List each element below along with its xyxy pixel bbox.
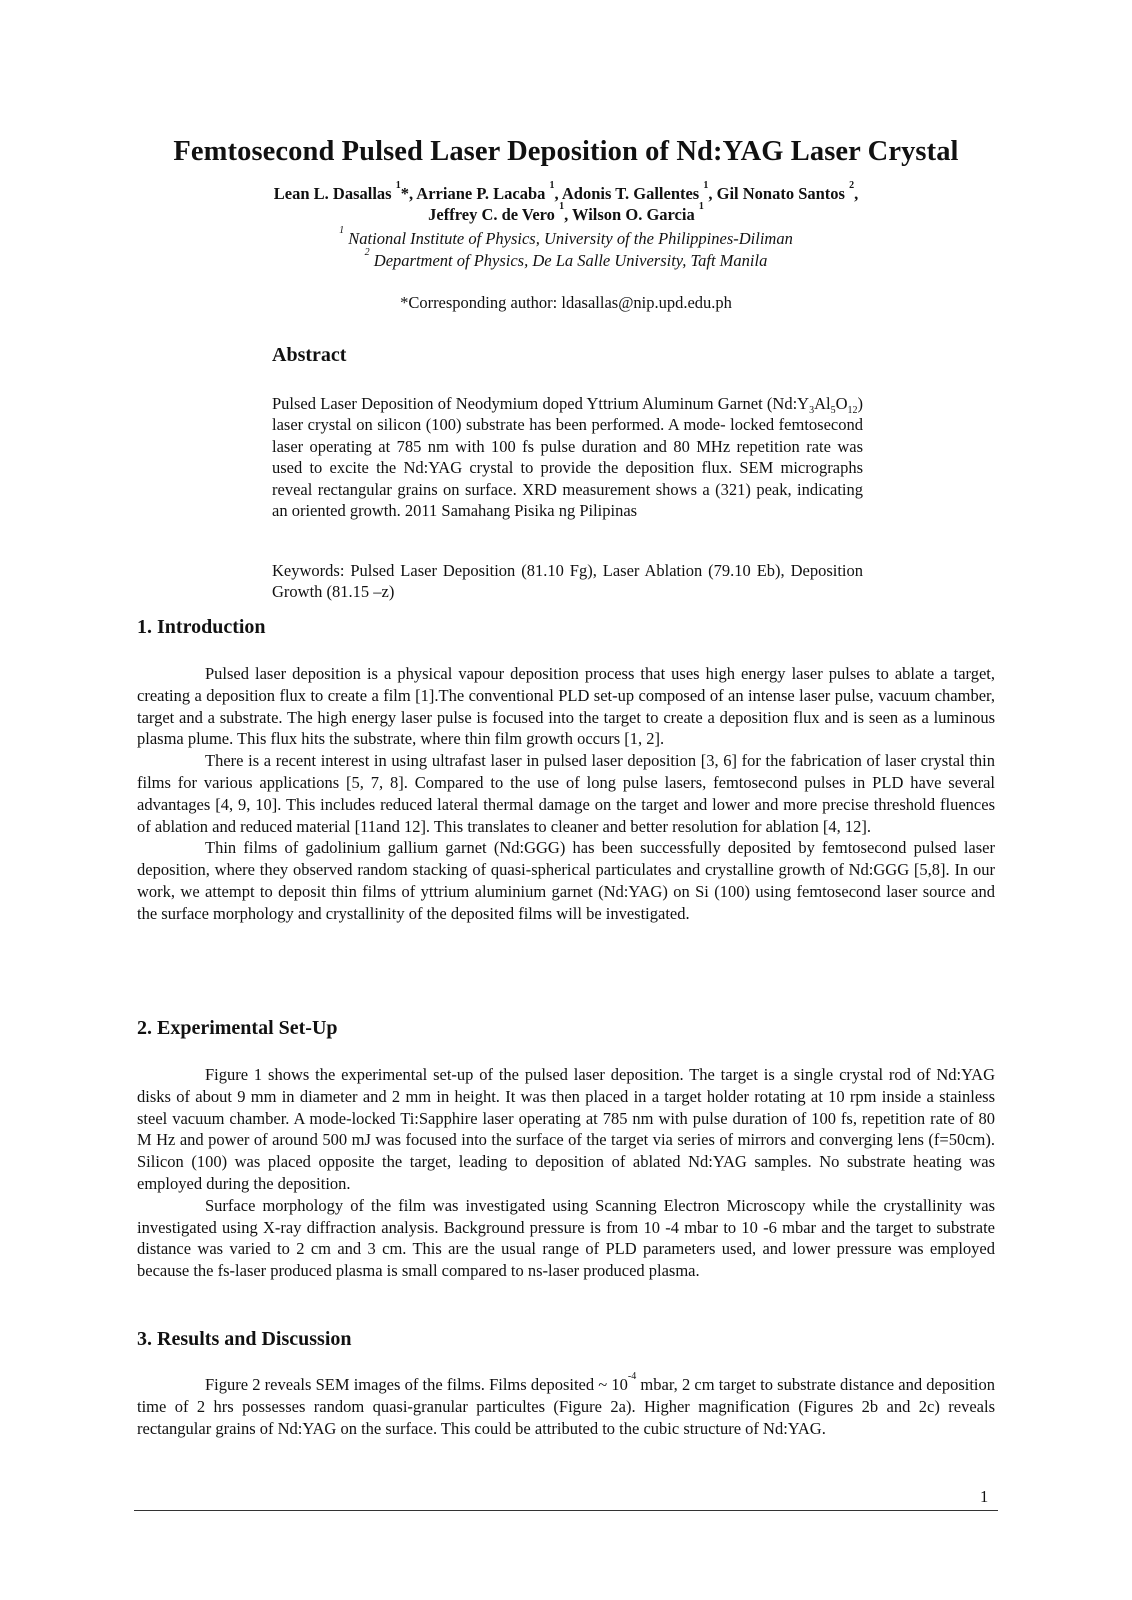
author-separator: , [854, 184, 859, 203]
author-affiliation-mark: 2 [849, 180, 855, 191]
author-name: , Wilson O. Garcia [564, 205, 695, 224]
results-body [137, 1371, 995, 1439]
section-heading-experimental: 2. Experimental Set-Up [137, 1017, 338, 1039]
corresponding-mark: *, [400, 184, 417, 203]
author-affiliation-mark: 1 [549, 180, 555, 191]
abstract-text-run: Pulsed Laser Deposition of Neodymium doped Yttrium Aluminum Garnet (Nd:Y [272, 394, 810, 413]
abstract-text-run: Al [814, 394, 831, 413]
text-run: mbar, 2 cm target to substrate distance and deposition time of 2 hrs possesses random quasi-granular particultes (Figure 2a). Higher magnification (Figures 2b and 2c) reveals rectangular grains of Nd:YAG on the surface. This could be attributed to the cubic structure of Nd:YAG. [137, 1375, 995, 1438]
paragraph: Surface morphology of the film was investigated using Scanning Electron Microscopy while the crystallinity was investigated using X-ray diffraction analysis. Background pressure is from 10 -4 mbar to 10 -6 mbar and the target to substrate distance was varied to 2 cm and 3 cm. This are the usual range of PLD parameters used, and lower pressure was employed because the fs-laser produced plasma is small compared to ns-laser produced plasma. [137, 1195, 995, 1281]
subscript: 5 [830, 405, 836, 416]
section-heading-results: 3. Results and Discussion [137, 1328, 352, 1350]
experimental-body [137, 1064, 995, 1282]
abstract-text-run: ) laser crystal on silicon (100) substrate has been performed. A mode- locked femtosecond laser operating at 785 nm with 100 fs pulse duration and 80 MHz repetition rate was used to excite the Nd:YAG crystal to provide the deposition flux. SEM micrographs reveal rectangular grains on surface. XRD measurement shows a (321) peak, indicating an oriented growth. 2011 Samahang Pisika ng Pilipinas [272, 394, 863, 521]
author-list [0, 180, 1132, 225]
paragraph: Pulsed laser deposition is a physical vapour deposition process that uses high energy laser pulses to ablate a target, creating a deposition flux to create a film [1].The conventional PLD set-up composed of an intense laser pulse, vacuum chamber, target and a substrate. The high energy laser pulse is focused into the target to create a deposition flux and is seen as a luminous plasma plume. This flux hits the substrate, where thin film growth occurs [1, 2]. [137, 664, 995, 749]
affiliation-number: 2 [364, 247, 370, 258]
paper-title: Femtosecond Pulsed Laser Deposition of Nd:YAG Laser Crystal [173, 136, 959, 167]
paragraph: There is a recent interest in using ultrafast laser in pulsed laser deposition [3, 6] for the fabrication of laser crystal thin films for various applications [5, 7, 8]. Compared to the use of long pulse lasers, femtosecond pulses in PLD have several advantages [4, 9, 10]. This includes reduced lateral thermal damage on the target and lower and more precise threshold fluences of ablation and reduced material [11and 12]. This translates to cleaner and better resolution for ablation [4, 12]. [137, 751, 995, 836]
subscript: 12 [847, 405, 858, 416]
abstract-heading: Abstract [272, 344, 347, 366]
abstract-body [272, 393, 863, 521]
affiliation-text: Department of Physics, De La Salle University, Taft Manila [373, 251, 768, 270]
affiliation-text: National Institute of Physics, University of the Philippines-Diliman [348, 229, 793, 248]
abstract-text-run: O [835, 394, 848, 413]
footer-divider [134, 1510, 998, 1511]
author-name: Arriane P. Lacaba [416, 184, 546, 203]
author-affiliation-mark: 1 [559, 201, 565, 212]
page-number: 1 [980, 1487, 989, 1506]
section-heading-introduction: 1. Introduction [137, 616, 266, 638]
author-affiliation-mark: 1 [395, 180, 401, 191]
author-name: Lean L. Dasallas [273, 184, 392, 203]
corresponding-author: *Corresponding author: ldasallas@nip.upd.edu.ph [400, 293, 732, 312]
affiliation-2 [0, 247, 1132, 271]
author-name: , Gil Nonato Santos [708, 184, 845, 203]
affiliation-number: 1 [339, 225, 345, 236]
author-name: , Adonis T. Gallentes [554, 184, 700, 203]
text-run: Figure 2 reveals SEM images of the films. Films deposited ~ 10 [205, 1375, 628, 1394]
affiliation-1 [0, 225, 1132, 249]
superscript: -4 [627, 1371, 637, 1382]
author-affiliation-mark: 1 [698, 201, 704, 212]
subscript: 3 [809, 405, 815, 416]
keywords: Keywords: Pulsed Laser Deposition (81.10 Fg), Laser Ablation (79.10 Eb), Deposition Growth (81.15 –z) [272, 561, 863, 602]
introduction-body [137, 663, 995, 925]
author-affiliation-mark: 1 [703, 180, 709, 191]
paragraph: Figure 1 shows the experimental set-up of the pulsed laser deposition. The target is a single crystal rod of Nd:YAG disks of about 9 mm in diameter and 2 mm in height. It was then placed in a target holder rotating at 10 rpm inside a stainless steel vacuum chamber. A mode-locked Ti:Sapphire laser operating at 785 nm with pulse duration of 100 fs, repetition rate of 80 M Hz and power of around 500 mJ was focused into the surface of the target via series of mirrors and converging lens (f=50cm). Silicon (100) was placed opposite the target, leading to deposition of ablated Nd:YAG samples. No substrate heating was employed during the deposition. [137, 1065, 995, 1193]
author-name: Jeffrey C. de Vero [428, 205, 555, 224]
paragraph [137, 1371, 995, 1439]
paragraph: Thin films of gadolinium gallium garnet (Nd:GGG) has been successfully deposited by femtosecond pulsed laser deposition, where they observed random stacking of quasi-spherical particulates and crystalline growth of Nd:GGG [5,8]. In our work, we attempt to deposit thin films of yttrium aluminium garnet (Nd:YAG) on Si (100) using femtosecond laser source and the surface morphology and crystallinity of the deposited films will be investigated. [137, 838, 995, 923]
